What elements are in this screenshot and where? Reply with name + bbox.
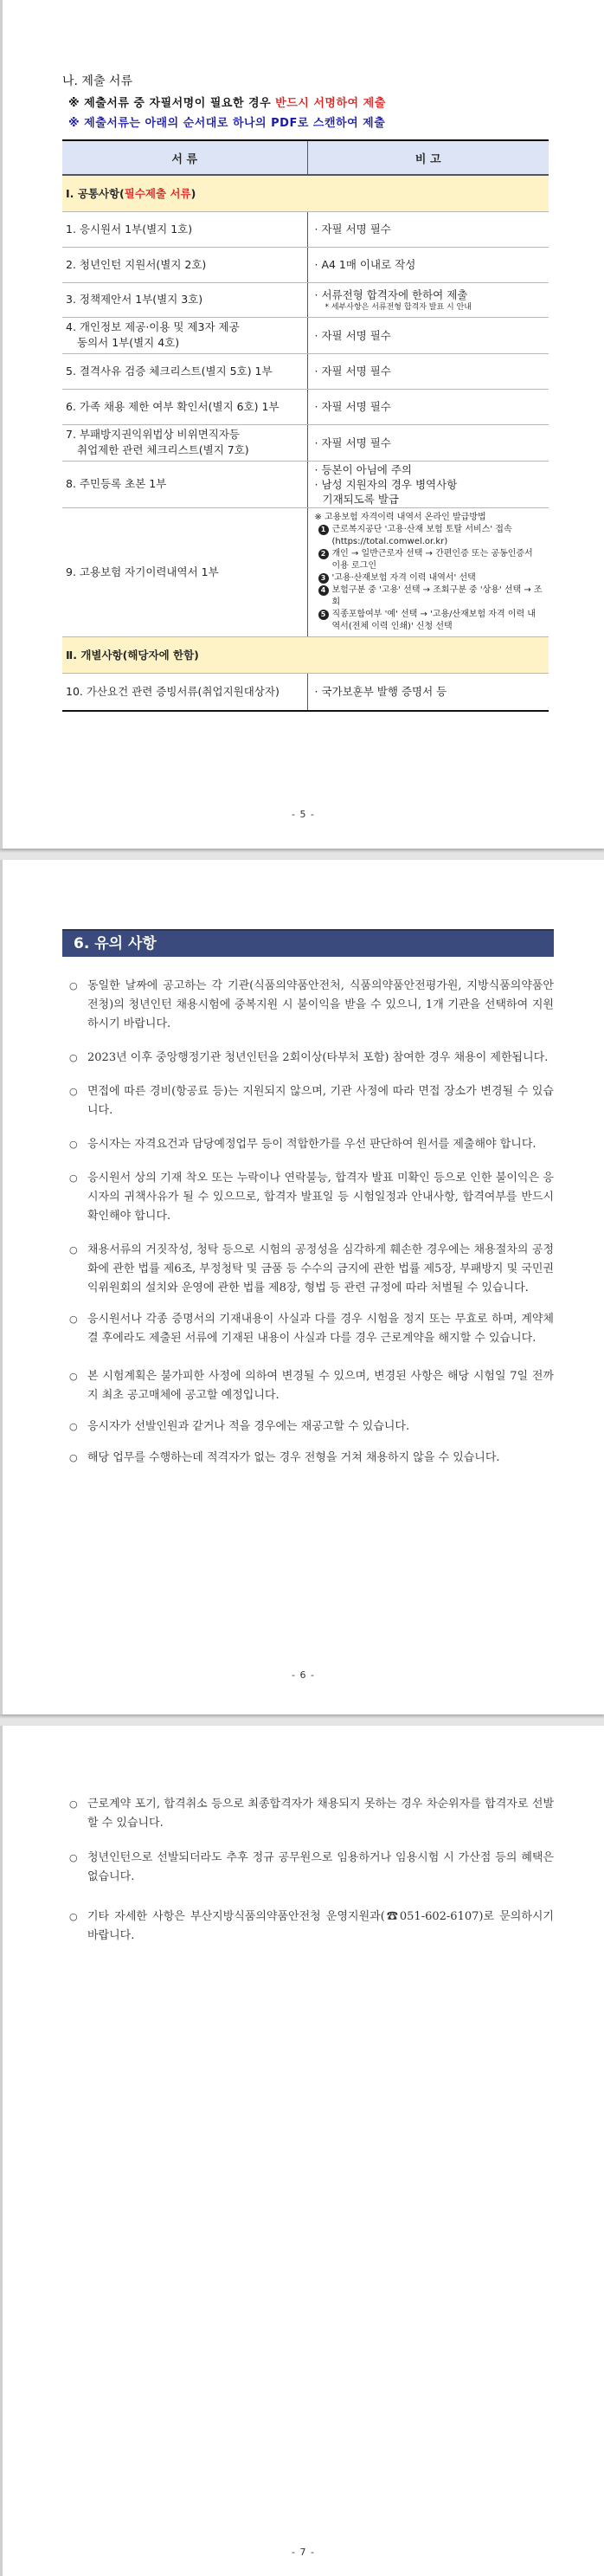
remark-cell (307, 507, 549, 636)
section-highlight: 필수제출 서류 (124, 187, 191, 201)
bullet-circle-icon: ○ (69, 1314, 78, 1325)
section-suffix: ) (190, 187, 196, 201)
table-row (62, 247, 549, 282)
remark-text: · 서류전형 합격자에 한하여 제출 (314, 287, 468, 301)
table-row (62, 282, 549, 317)
bullet-circle-icon: ○ (69, 1172, 78, 1184)
remark-cell (307, 461, 549, 507)
table-row (62, 317, 549, 353)
step-text: 근로복지공단 '고용·산재 보험 토탈 서비스' 접속 (https://total.comwel.or.kr) (331, 524, 512, 546)
list-item-text: 응시원서 상의 기재 착오 또는 누락이나 연락불능, 합격자 발표 미확인 등으로 인한 불이익은 응시자의 귀책사유가 될 수 있으므로, 합격자 발표일 등 시험일정과 안내사항, 합격여부를 반드시 확인해야 합니다. (87, 1172, 554, 1223)
bullet-circle-icon: ○ (69, 1911, 78, 1922)
section-individual: Ⅱ. 개별사항(해당자에 한함) (62, 636, 549, 673)
step-number-icon: 2 (318, 549, 329, 559)
bullet-circle-icon: ○ (69, 1421, 78, 1432)
guide-title: ※ 고용보험 자격이력 내역서 온라인 발급방법 (314, 512, 486, 522)
remark-line: · 남성 지원자의 경우 병역사항 (314, 477, 458, 491)
doc-line: 4. 개인정보 제공·이용 및 제3자 제공 (66, 320, 240, 333)
remark-cell (307, 282, 549, 317)
table-row (62, 673, 549, 711)
table-row (62, 211, 549, 247)
section-common-row (62, 175, 549, 211)
bullet-circle-icon: ○ (69, 1139, 78, 1150)
remark-cell: · 자필 서명 필수 (307, 317, 549, 353)
doc-cell: 3. 정책제안서 1부(별지 3호) (62, 282, 307, 317)
guide-step (315, 572, 544, 584)
list-item-text: 본 시험계획은 불가피한 사정에 의하여 변경될 수 있으며, 변경된 사항은 해당 시험일 7일 전까지 최초 공고매체에 공고할 예정입니다. (87, 1370, 554, 1402)
doc-cell: 2. 청년인턴 지원서(별지 2호) (62, 247, 307, 282)
note-signature (68, 94, 386, 110)
bullet-circle-icon: ○ (69, 980, 78, 991)
notice-list (69, 977, 554, 1468)
remark-cell: · 국가보훈부 발행 증명서 등 (307, 673, 549, 711)
note-pdf-order: ※ 제출서류는 아래의 순서대로 하나의 PDF로 스캔하여 제출 (68, 117, 386, 130)
step-text: '고용·산재보험 자격 이력 내역서' 선택 (331, 572, 476, 583)
step-number-icon: 3 (318, 573, 329, 584)
bullet-circle-icon: ○ (69, 1452, 78, 1463)
documents-table (62, 139, 549, 712)
section-label: Ⅰ. 공통사항( (66, 187, 125, 201)
guide-step (315, 548, 544, 572)
list-item-text: 면접에 따른 경비(항공료 등)는 지원되지 않으며, 기관 사정에 따라 면접 장소가 변경될 수 있습니다. (87, 1085, 554, 1117)
doc-cell: 9. 고용보험 자기이력내역서 1부 (62, 507, 307, 636)
list-item (69, 1449, 554, 1468)
bullet-circle-icon: ○ (69, 1086, 78, 1097)
list-item (69, 1049, 554, 1068)
subheading: 나. 제출 서류 (62, 74, 132, 88)
list-item-text: 응시자가 선발인원과 같거나 적을 경우에는 재공고할 수 있습니다. (87, 1420, 410, 1433)
list-item-text: 2023년 이후 중앙행정기관 청년인턴을 2회이상(타부처 포함) 참여한 경우 채용이 제한됩니다. (87, 1051, 549, 1064)
bullet-circle-icon: ○ (69, 1798, 78, 1810)
doc-line: 7. 부패방지권익위법상 비위면직자등 (66, 428, 240, 441)
remark-cell: · 자필 서명 필수 (307, 211, 549, 247)
doc-line: 동의서 1부(별지 4호) (77, 336, 180, 349)
page-number: - 7 - (292, 2547, 315, 2558)
list-item (69, 977, 554, 1034)
section-title: 6. 유의 사항 (62, 929, 554, 957)
page-gap (0, 1714, 604, 1726)
table-row (62, 507, 549, 636)
step-text: 직종포함여부 '예' 선택 → '고용/산재보험 자격 이력 내역서(전체 이력 인쇄)' 신청 선택 (331, 609, 536, 631)
note-text: ※ 제출서류 중 자필서명이 필요한 경우 (68, 97, 276, 110)
step-number-icon: 5 (318, 610, 329, 620)
guide-step (315, 524, 544, 548)
doc-cell (62, 424, 307, 461)
remark-line: · 등본이 아님에 주의 (314, 462, 412, 476)
table-row (62, 461, 549, 507)
list-item (69, 1169, 554, 1226)
list-item (69, 1082, 554, 1120)
doc-line: 취업제한 관련 체크리스트(별지 7호) (77, 443, 249, 456)
step-number-icon: 1 (318, 525, 329, 535)
table-row (62, 353, 549, 389)
page-6 (0, 860, 604, 1714)
guide-step (315, 584, 544, 609)
doc-cell: 8. 주민등록 초본 1부 (62, 461, 307, 507)
remark-cell: · 자필 서명 필수 (307, 353, 549, 389)
step-text: 개인 → 일반근로자 선택 → 간편인증 또는 공동인증서 이용 로그인 (331, 548, 533, 571)
list-item (69, 1367, 554, 1405)
list-item (69, 1241, 554, 1298)
online-issue-guide (315, 508, 544, 636)
remark-line: 기재되도록 발급 (322, 492, 399, 506)
doc-cell: 6. 가족 채용 제한 여부 확인서(별지 6호) 1부 (62, 389, 307, 424)
section-individual-row (62, 636, 549, 673)
section-common (62, 175, 549, 211)
list-item-text: 응시원서나 각종 증명서의 기재내용이 사실과 다를 경우 시험을 정지 또는 무효로 하며, 계약체결 후에라도 제출된 서류에 기재된 내용이 사실과 다를 경우 근로계약을 해지할 수 있습니다. (87, 1313, 554, 1345)
table-row (62, 389, 549, 424)
remark-cell: · 자필 서명 필수 (307, 389, 549, 424)
table-row (62, 424, 549, 461)
notice-list (69, 1795, 554, 1946)
table-header-row (62, 140, 549, 175)
remark-cell: · A4 1매 이내로 작성 (307, 247, 549, 282)
list-item-text: 청년인턴으로 선발되더라도 추후 정규 공무원으로 임용하거나 임용시험 시 가산점 등의 혜택은 없습니다. (87, 1851, 554, 1883)
list-item-text: 근로계약 포기, 합격취소 등으로 최종합격자가 채용되지 못하는 경우 차순위자를 합격자로 선발할 수 있습니다. (87, 1798, 554, 1830)
bullet-circle-icon: ○ (69, 1371, 78, 1382)
list-item (69, 1908, 554, 1946)
page-number: - 5 - (292, 809, 315, 820)
list-item (69, 1135, 554, 1154)
list-item-text: 채용서류의 거짓작성, 청탁 등으로 시험의 공정성을 심각하게 훼손한 경우에는 채용절차의 공정화에 관한 법률 제6조, 부정청탁 및 금품 등 수수의 금지에 관한 법률 제5장, 부패방지 및 국민권익위원회의 설치와 운영에 관한 법률 제8장, 형법 등 관련 규정에 따라 처벌될 수 있습니다. (87, 1243, 554, 1294)
bullet-circle-icon: ○ (69, 1052, 78, 1063)
list-item-text: 해당 업무를 수행하는데 적격자가 없는 경우 전형을 거쳐 채용하지 않을 수 있습니다. (87, 1451, 500, 1464)
list-item (69, 1310, 554, 1348)
list-item-text: 동일한 날짜에 공고하는 각 기관(식품의약품안전처, 식품의약품안전평가원, 지방식품의약품안전청)의 청년인턴 채용시험에 중복지원 시 불이익을 받을 수 있으니, 1개 기관을 선택하여 지원하시기 바랍니다. (87, 979, 554, 1030)
list-item-text: 응시자는 자격요건과 담당예정업무 등이 적합한가를 우선 판단하여 원서를 제출해야 합니다. (87, 1138, 537, 1151)
list-item (69, 1417, 554, 1436)
doc-cell: 5. 결격사유 검증 체크리스트(별지 5호) 1부 (62, 353, 307, 389)
guide-step (315, 609, 544, 633)
doc-cell: 10. 가산요건 관련 증빙서류(취업지원대상자) (66, 684, 280, 698)
remark-cell: · 자필 서명 필수 (307, 424, 549, 461)
doc-cell (62, 317, 307, 353)
list-item-text: 기타 자세한 사항은 부산지방식품의약품안전청 운영지원과(☎051-602-6107)로 문의하시기 바랍니다. (87, 1910, 554, 1942)
page-number: - 6 - (292, 1669, 315, 1681)
page-5 (0, 0, 604, 849)
doc-cell: 1. 응시원서 1부(별지 1호) (62, 211, 307, 247)
list-item (69, 1795, 554, 1833)
list-item (69, 1849, 554, 1887)
page-7 (0, 1726, 604, 2576)
remark-subnote: * 세부사항은 서류전형 합격자 발표 시 안내 (324, 302, 472, 312)
bullet-circle-icon: ○ (69, 1852, 78, 1863)
header-remarks: 비 고 (307, 140, 549, 175)
header-documents: 서 류 (62, 140, 307, 175)
page-gap (0, 849, 604, 860)
step-text: 보험구분 중 '고용' 선택 → 조회구분 중 '상용' 선택 → 조회 (331, 584, 543, 607)
step-number-icon: 4 (318, 585, 329, 596)
note-highlight: 반드시 서명하여 제출 (275, 97, 386, 110)
bullet-circle-icon: ○ (69, 1244, 78, 1256)
